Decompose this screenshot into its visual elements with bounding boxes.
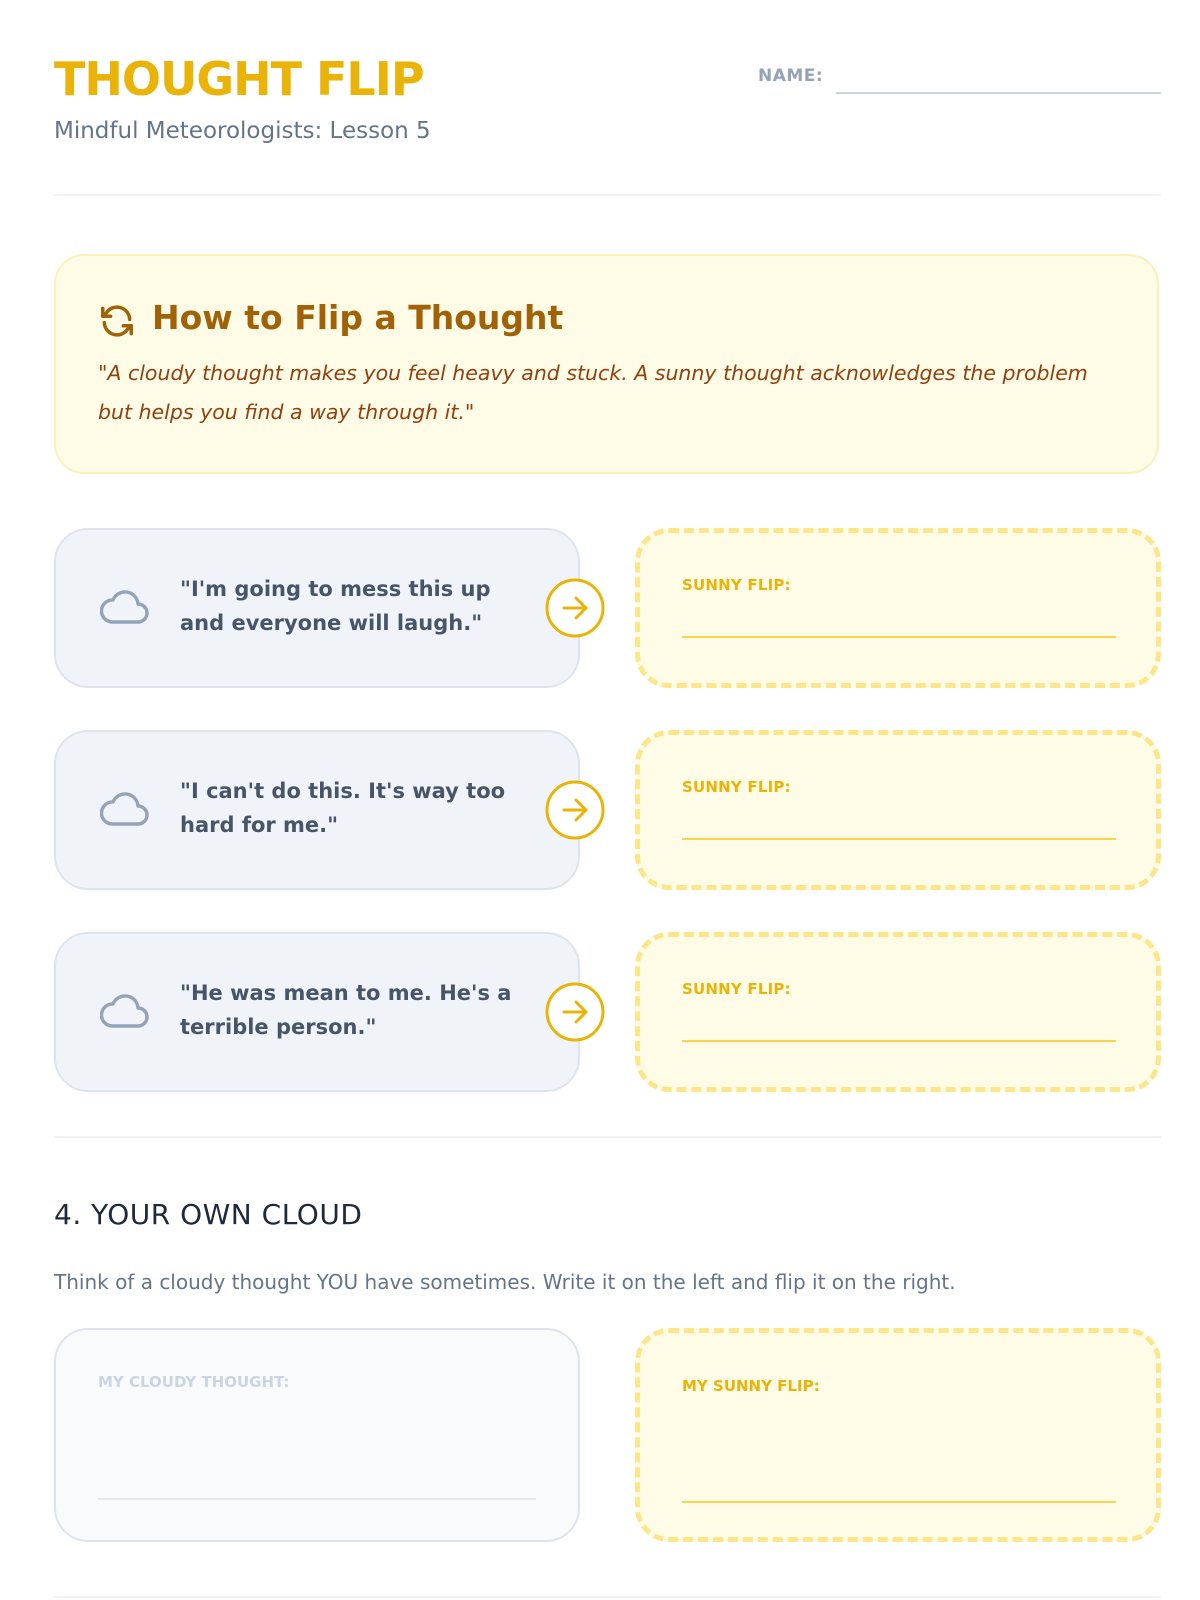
cloud-icon [100,790,150,830]
cloud-icon [100,588,150,628]
my-cloudy-thought-card [54,1328,580,1542]
cloudy-thought-text: "I can't do this. It's way too hard for me." [180,779,506,837]
page-title: THOUGHT FLIP [54,52,424,106]
how-to-title: How to Flip a Thought [152,298,564,337]
thought-row [54,528,1161,688]
refresh-icon [98,302,136,340]
sunny-flip-input-line[interactable] [682,636,1116,638]
sunny-flip-card [635,730,1161,890]
sunny-flip-label: SUNNY FLIP: [682,980,791,998]
arrow-right-icon [544,779,606,841]
header-divider [54,194,1161,196]
thought-row [54,730,1161,890]
thought-row [54,932,1161,1092]
footer-divider [54,1596,1161,1598]
sunny-flip-input-line[interactable] [682,838,1116,840]
how-to-quote: "A cloudy thought makes you feel heavy and stuck. A sunny thought acknowledges the problem but helps you find a way through it." [98,361,1088,424]
worksheet-page [54,0,1161,1600]
cloudy-thought-card [54,932,580,1092]
name-field-group [758,62,1161,96]
section-description: Think of a cloudy thought YOU have sometimes. Write it on the left and flip it on the right. [54,1270,956,1294]
my-sunny-flip-label: MY SUNNY FLIP: [682,1377,820,1395]
sunny-flip-card [635,932,1161,1092]
section-divider [54,1136,1161,1138]
section-title: 4. YOUR OWN CLOUD [54,1198,363,1231]
sunny-flip-input-line[interactable] [682,1040,1116,1042]
cloudy-thought-card [54,528,580,688]
my-cloudy-thought-input-line[interactable] [98,1498,536,1500]
cloud-icon [100,992,150,1032]
my-cloudy-thought-label: MY CLOUDY THOUGHT: [98,1373,290,1391]
sunny-flip-label: SUNNY FLIP: [682,778,791,796]
arrow-right-icon [544,577,606,639]
my-sunny-flip-card [635,1328,1161,1542]
name-input-line[interactable] [836,62,1161,94]
my-sunny-flip-input-line[interactable] [682,1501,1116,1503]
name-label: NAME: [758,66,824,86]
sunny-flip-label: SUNNY FLIP: [682,576,791,594]
sunny-flip-card [635,528,1161,688]
arrow-right-icon [544,981,606,1043]
cloudy-thought-text: "I'm going to mess this up and everyone will laugh." [180,577,491,635]
page-subtitle: Mindful Meteorologists: Lesson 5 [54,118,431,144]
how-to-box [54,254,1159,474]
cloudy-thought-card [54,730,580,890]
cloudy-thought-text: "He was mean to me. He's a terrible person." [180,981,512,1039]
